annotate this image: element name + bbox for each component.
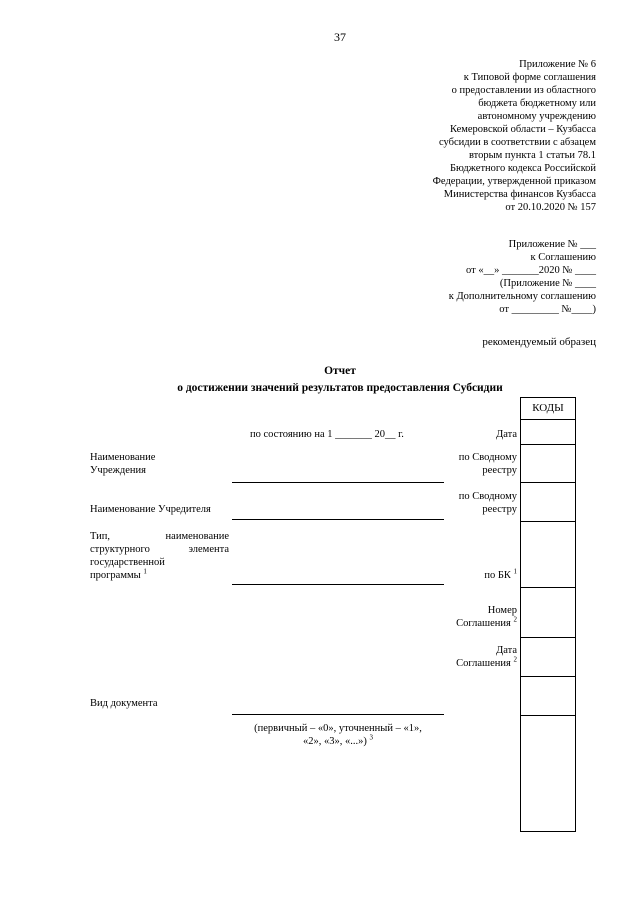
registry-line: по Сводному [458, 452, 517, 463]
document-type-hint [232, 722, 444, 748]
annex-line: субсидии в соответствии с абзацем [438, 137, 596, 148]
institution-name-label [90, 451, 155, 477]
annex-line: бюджета бюджетному или [478, 98, 596, 109]
founder-name-label: Наименование Учредителя [90, 504, 211, 515]
institution-name-line: Наименование [90, 452, 156, 463]
report-title: Отчет [324, 365, 356, 377]
agreement-line: к Соглашению [530, 252, 596, 263]
codes-row-divider [521, 444, 575, 445]
agreement-number-text: Соглашения [456, 618, 511, 629]
codes-row-divider [521, 587, 575, 588]
annex-line: к Типовой форме соглашения [463, 72, 596, 83]
agreement-number-line: Номер [487, 605, 517, 616]
founder-name-input[interactable] [232, 519, 444, 520]
date-label: Дата [496, 429, 517, 440]
consolidated-registry-label [420, 451, 517, 477]
program-line: государственной [90, 557, 165, 568]
program-word: структурного [90, 544, 150, 555]
registry-line: реестру [482, 465, 517, 476]
agreement-number-line [420, 617, 517, 630]
codes-row-divider [521, 482, 575, 483]
consolidated-registry-label-2 [420, 490, 517, 516]
program-line [90, 569, 229, 582]
codes-table [520, 397, 576, 832]
registry-line: по Сводному [458, 491, 517, 502]
bk-label [440, 569, 517, 582]
footnote-mark: 3 [369, 733, 373, 742]
agreement-line: (Приложение № ____ [499, 278, 596, 289]
annex-line: Министерства финансов Кузбасса [443, 189, 596, 200]
agreement-line: от «__» _______2020 № ____ [466, 265, 596, 276]
document-type-input[interactable] [232, 714, 444, 715]
program-word: наименование [165, 531, 229, 542]
annex-line: Федерации, утвержденной приказом [432, 176, 596, 187]
program-line [90, 543, 229, 556]
agreement-date-text: Соглашения [456, 658, 511, 669]
document-type-label: Вид документа [90, 698, 158, 709]
footnote-mark: 2 [513, 615, 517, 624]
program-type-label [90, 530, 229, 582]
agreement-date-line: Дата [496, 645, 517, 656]
agreement-number-label [420, 604, 517, 630]
annex-line: от 20.10.2020 № 157 [505, 202, 596, 213]
codes-row-divider [521, 637, 575, 638]
codes-row-divider [521, 676, 575, 677]
codes-row-divider [521, 521, 575, 522]
codes-header: КОДЫ [532, 402, 564, 414]
agreement-line: Приложение № ___ [508, 239, 596, 250]
footnote-mark: 1 [513, 567, 517, 576]
document-type-hint-line [232, 735, 444, 748]
annex-line: Кемеровской области – Кузбасса [449, 124, 596, 135]
program-type-input[interactable] [232, 584, 444, 585]
codes-row-divider [521, 419, 575, 420]
institution-name-line: Учреждения [90, 465, 146, 476]
institution-name-input[interactable] [232, 482, 444, 483]
page-number: 37 [334, 30, 346, 44]
program-word: элемента [188, 544, 229, 555]
program-line [90, 530, 229, 543]
annex-line: о предоставлении из областного [451, 85, 596, 96]
agreement-header [336, 238, 596, 316]
footnote-mark: 1 [143, 567, 147, 576]
agreement-date-line [420, 657, 517, 670]
registry-line: реестру [482, 504, 517, 515]
program-word: программы [90, 570, 141, 581]
report-subtitle: о достижении значений результатов предоставления Субсидии [177, 382, 503, 394]
document-type-hint-text: «2», «3», «...») [303, 736, 367, 747]
annex-line: вторым пункта 1 статьи 78.1 [468, 150, 596, 161]
footnote-mark: 2 [513, 655, 517, 664]
agreement-date-label [420, 644, 517, 670]
as-of-date-field[interactable]: по состоянию на 1 _______ 20__ г. [250, 429, 404, 440]
sample-label: рекомендуемый образец [482, 336, 596, 348]
program-word: Тип, [90, 531, 111, 542]
agreement-line: к Дополнительному соглашению [448, 291, 596, 302]
bk-text: по БК [484, 570, 511, 581]
codes-row-divider [521, 715, 575, 716]
agreement-line: от _________ №____) [499, 304, 596, 315]
annex-line: автономному учреждению [477, 111, 596, 122]
document-type-hint-line: (первичный – «0», уточненный – «1», [254, 723, 422, 734]
annex-line: Приложение № 6 [519, 59, 596, 70]
annex-header [336, 58, 596, 214]
annex-line: Бюджетного кодекса Российской [449, 163, 596, 174]
